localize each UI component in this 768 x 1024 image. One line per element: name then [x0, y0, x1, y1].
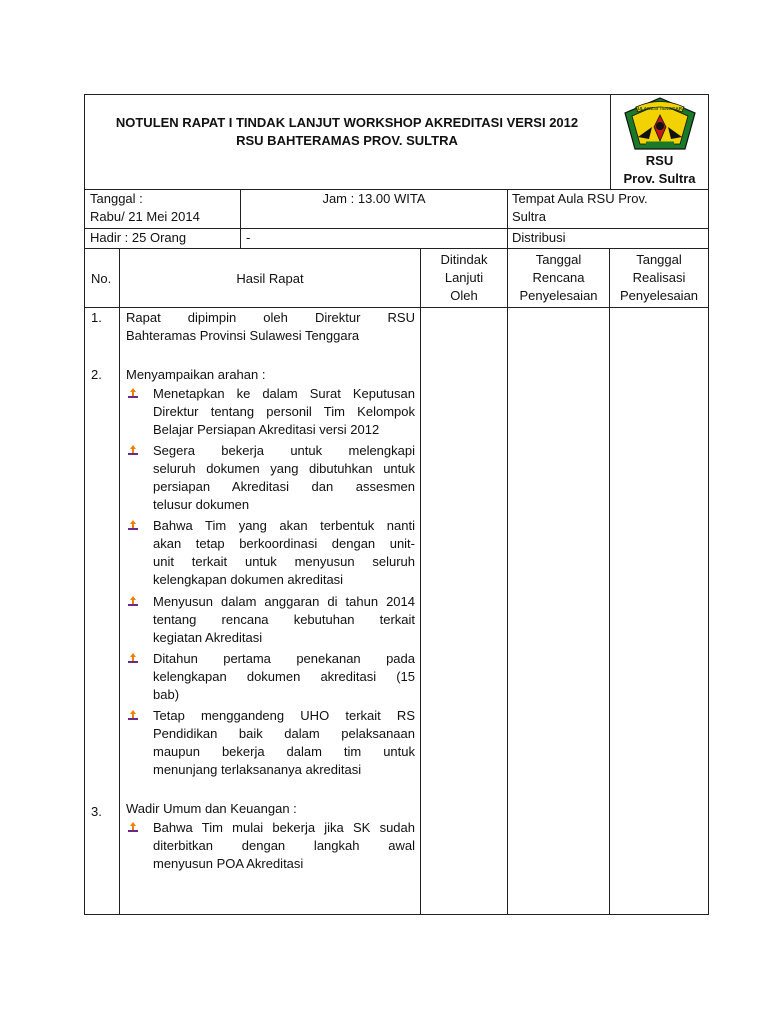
bullet2-line-4: telusur dokumen	[153, 497, 250, 512]
bullet6-line-4: menunjang terlaksananya akreditasi	[153, 762, 362, 777]
bullet4-line-2: tentang rencana kebutuhan terkait	[153, 612, 415, 627]
bullet7-line-1: Bahwa Tim mulai bekerja jika SK sudah	[153, 820, 415, 835]
bullet7-line-3: menyusun POA Akreditasi	[153, 856, 304, 871]
col-header-realisasi-3: Penyelesaian	[619, 288, 699, 303]
doc-title: NOTULEN RAPAT I TINDAK LANJUT WORKSHOP AKREDITASI VERSI 2012	[115, 115, 579, 130]
bullet5-line-3: bab)	[153, 687, 180, 702]
bullet6-line-1: Tetap menggandeng UHO terkait RS	[153, 708, 415, 723]
logo-caption-1: RSU	[645, 153, 674, 168]
item1-line-1: Rapat dipimpin oleh Direktur RSU	[126, 310, 415, 325]
col-header-rencana-1: Tanggal	[535, 252, 582, 267]
bullet3-line-1: Bahwa Tim yang akan terbentuk nanti	[153, 518, 415, 533]
hadir-note: -	[246, 230, 251, 245]
border-left	[84, 94, 85, 915]
border-bottom	[84, 914, 709, 915]
item-number-2: 2.	[91, 367, 102, 382]
doc-subtitle: RSU BAHTERAMAS PROV. SULTRA	[236, 133, 458, 148]
bullet-icon	[127, 821, 139, 833]
col-header-realisasi-1: Tanggal	[636, 252, 682, 267]
bullet3-line-4: kelengkapan dokumen akreditasi	[153, 572, 344, 587]
col-header-ditindak-2: Lanjuti	[444, 270, 484, 285]
bullet4-line-1: Menyusun dalam anggaran di tahun 2014	[153, 594, 415, 609]
tanggal-value: Rabu/ 21 Mei 2014	[90, 209, 200, 224]
bullet1-line-3: Belajar Persiapan Akreditasi versi 2012	[153, 422, 380, 437]
col-header-rencana-2: Rencana	[532, 270, 585, 285]
info-bottom	[84, 248, 709, 249]
bullet-icon	[127, 595, 139, 607]
info-divider-2	[507, 189, 508, 249]
bullet2-line-2: seluruh dokumen yang dibutuhkan untuk	[153, 461, 415, 476]
bullet2-line-3: persiapan Akreditasi dan assesmen	[153, 479, 415, 494]
item1-line-2: Bahteramas Provinsi Sulawesi Tenggara	[126, 328, 360, 343]
bullet2-line-1: Segera bekerja untuk melengkapi	[153, 443, 415, 458]
col-divider-rencana	[609, 248, 610, 914]
tanggal-label: Tanggal :	[90, 191, 143, 206]
bullet5-line-1: Ditahun pertama penekanan pada	[153, 651, 415, 666]
bullet6-line-2: Pendidikan baik dalam pelaksanaan	[153, 726, 415, 741]
bullet-icon	[127, 387, 139, 399]
distribusi-label: Distribusi	[512, 230, 566, 245]
hospital-logo	[622, 97, 698, 151]
item-number-1: 1.	[91, 310, 102, 325]
table-header-bottom	[84, 307, 709, 308]
bullet4-line-3: kegiatan Akreditasi	[153, 630, 263, 645]
bullet-icon	[127, 709, 139, 721]
bullet1-line-1: Menetapkan ke dalam Surat Keputusan	[153, 386, 415, 401]
bullet3-line-3: unit terkait untuk menyusun seluruh	[153, 554, 415, 569]
col-header-ditindak-1: Ditindak	[440, 252, 488, 267]
col-header-ditindak-3: Oleh	[450, 288, 478, 303]
col-header-hasil: Hasil Rapat	[236, 271, 304, 286]
col-divider-no	[119, 248, 120, 914]
jam-field: Jam : 13.00 WITA	[322, 191, 426, 206]
border-right	[708, 94, 709, 915]
hadir-field: Hadir : 25 Orang	[90, 230, 187, 245]
item3-heading: Wadir Umum dan Keuangan :	[126, 801, 297, 816]
bullet-icon	[127, 519, 139, 531]
tempat-line-2: Sultra	[512, 209, 546, 224]
col-divider-ditindak	[507, 248, 508, 914]
logo-caption-2: Prov. Sultra	[623, 171, 696, 186]
tempat-line-1: Tempat Aula RSU Prov.	[512, 191, 648, 206]
bullet-icon	[127, 652, 139, 664]
item-number-3: 3.	[91, 804, 102, 819]
col-divider-hasil	[420, 248, 421, 914]
bullet-icon	[127, 444, 139, 456]
bullet7-line-2: diterbitkan dengan langkah awal	[153, 838, 415, 853]
item2-heading: Menyampaikan arahan :	[126, 367, 266, 382]
bullet1-line-2: Direktur tentang personil Tim Kelompok	[153, 404, 415, 419]
bullet5-line-2: kelengkapan dokumen akreditasi (15	[153, 669, 415, 684]
col-header-no: No.	[91, 271, 112, 286]
border-top	[84, 94, 709, 95]
col-header-rencana-3: Penyelesaian	[519, 288, 598, 303]
svg-text:SULAWESI TENGGARA: SULAWESI TENGGARA	[634, 106, 686, 111]
bullet6-line-3: maupun bekerja dalam tim untuk	[153, 744, 415, 759]
col-header-realisasi-2: Realisasi	[632, 270, 686, 285]
bullet3-line-2: akan tetap berkoordinasi dengan unit-	[153, 536, 415, 551]
